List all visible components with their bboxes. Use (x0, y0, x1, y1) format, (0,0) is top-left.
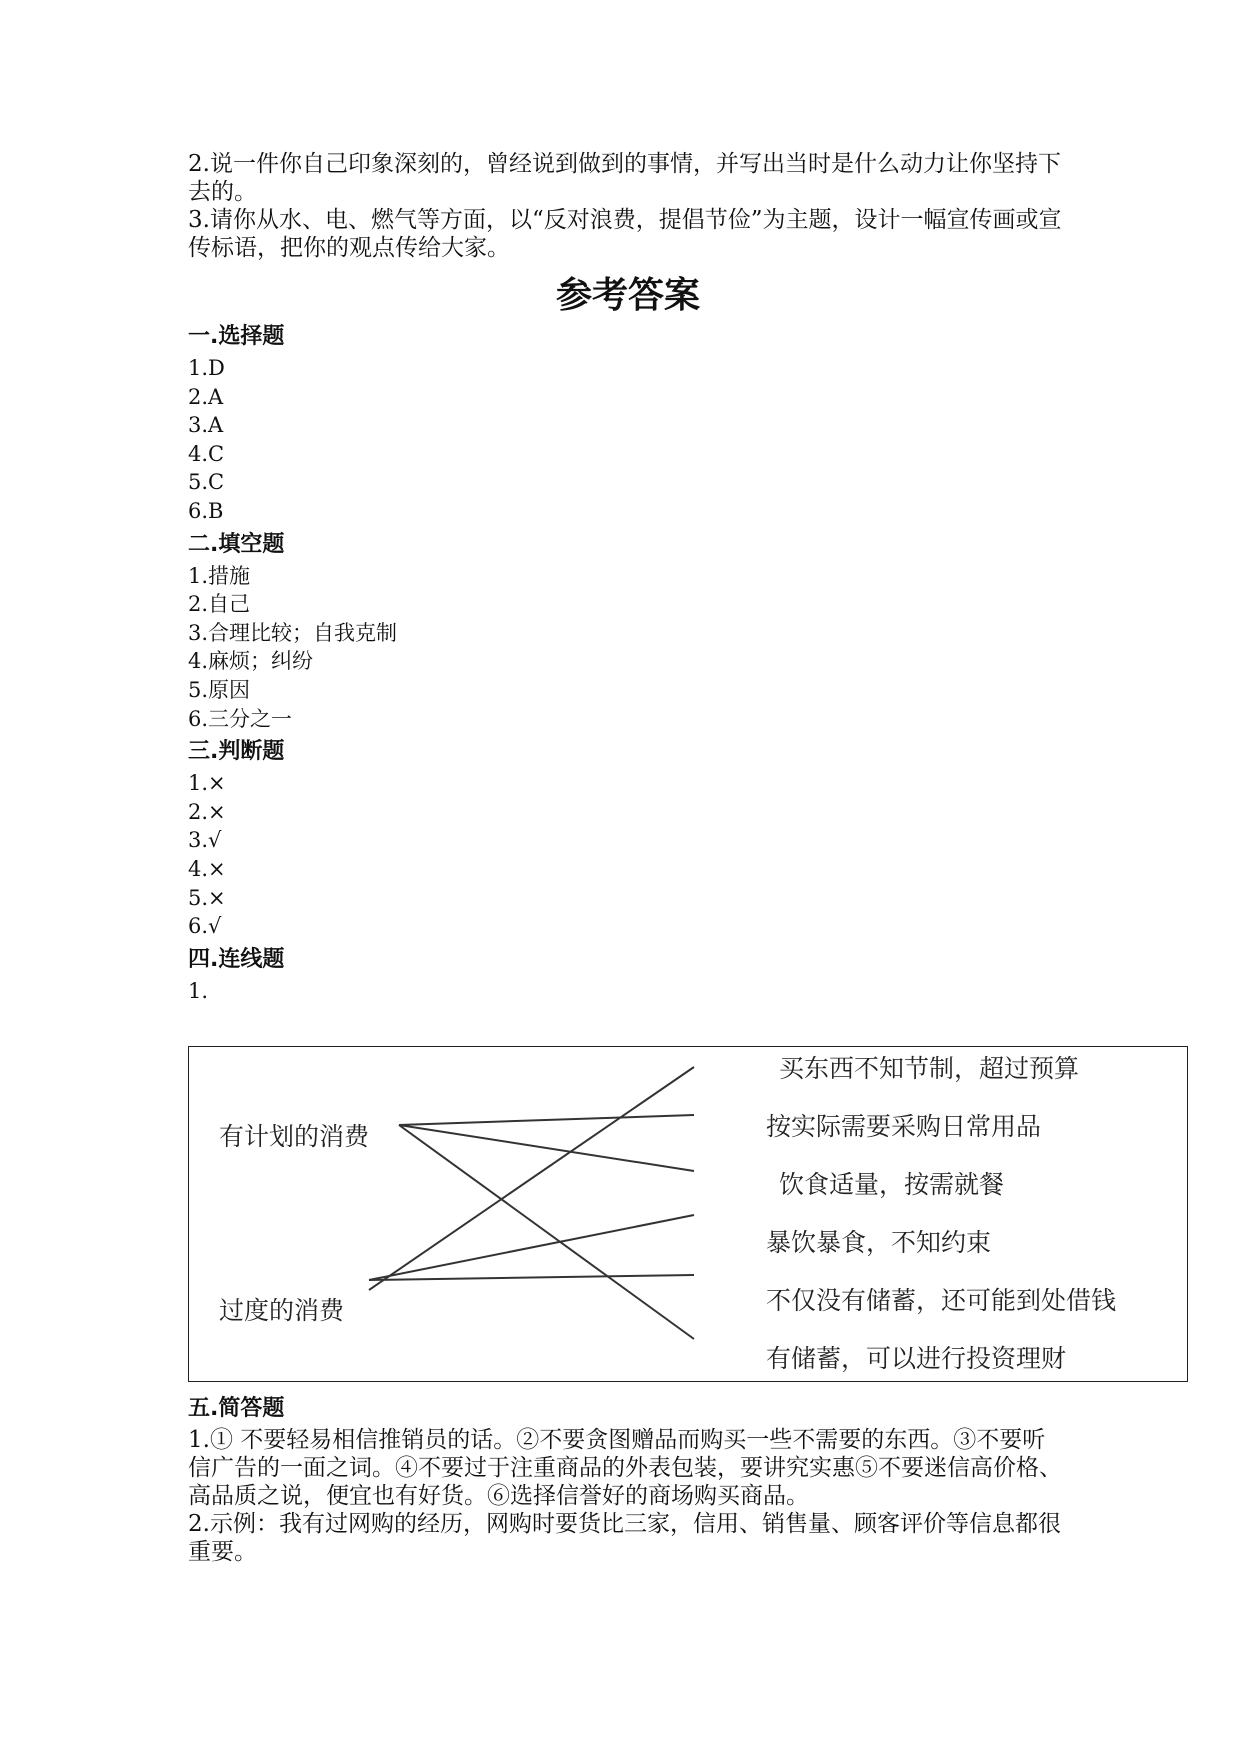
section-heading-judge: 三.判断题 (188, 739, 285, 765)
right-item-1: 买东西不知节制，超过预算 (779, 1054, 1080, 1083)
judge-answer-5: 5.× (188, 885, 226, 910)
judge-answer-1: 1.× (188, 771, 226, 796)
judge-answer-2: 2.× (188, 799, 226, 824)
section-heading-choice: 一.选择题 (188, 324, 285, 349)
section-heading-match: 四.连线题 (188, 946, 285, 972)
match-line-1 (399, 1115, 694, 1125)
question-2: 2.说一件你自己印象深刻的，曾经说到做到的事情，并写出当时是什么动力让你坚持下去的。 (188, 151, 1061, 205)
choice-answer-1: 1.D (188, 356, 225, 380)
matching-diagram (188, 1046, 1188, 1382)
fill-answer-5: 5.原因 (188, 677, 251, 702)
document-page (188, 150, 1068, 1005)
fill-answer-1: 1.措施 (188, 563, 251, 588)
match-line-5 (369, 1215, 694, 1280)
choice-answer-4: 4.C (188, 441, 225, 466)
matching-lines (189, 1047, 1189, 1383)
judge-answer-4: 4.× (188, 856, 226, 881)
match-item-label: 1. (188, 978, 209, 1003)
right-item-5: 不仅没有储蓄，还可能到处借钱 (766, 1286, 1117, 1315)
section-heading-short: 五.简答题 (188, 1396, 285, 1421)
judge-answer-3: 3.√ (188, 828, 222, 853)
left-item-planned: 有计划的消费 (219, 1122, 370, 1151)
match-line-6 (369, 1275, 694, 1280)
choice-answer-5: 5.C (188, 470, 225, 495)
judge-answer-6: 6.√ (188, 914, 222, 939)
short-answer-section (188, 1390, 1068, 1566)
fill-answer-3: 3.合理比较；自我克制 (188, 620, 398, 645)
short-answer-1: 1.① 不要轻易相信推销员的话。②不要贪图赠品而购买一些不需要的东西。③不要听信广告的一面之词。④不要过于注重商品的外表包装，要讲究实惠⑤不要迷信高价格、高品质之说，便宜也有好货。⑥选择信誉好的商场购买商品。 (188, 1427, 1062, 1509)
section-heading-fill: 二.填空题 (188, 531, 285, 557)
choice-answer-3: 3.A (188, 413, 224, 438)
choice-answer-2: 2.A (188, 384, 224, 409)
match-line-2 (399, 1125, 694, 1171)
choice-answer-6: 6.B (188, 498, 224, 523)
right-item-6: 有储蓄，可以进行投资理财 (766, 1344, 1067, 1373)
match-line-3 (399, 1125, 694, 1339)
question-3: 3.请你从水、电、燃气等方面，以“反对浪费，提倡节俭”为主题，设计一幅宣传画或宣传标语，把你的观点传给大家。 (188, 207, 1062, 261)
right-item-4: 暴饮暴食，不知约束 (766, 1228, 992, 1257)
right-item-3: 饮食适量，按需就餐 (779, 1170, 1005, 1199)
fill-answer-6: 6.三分之一 (188, 706, 293, 731)
match-line-4 (369, 1067, 694, 1290)
left-item-excessive: 过度的消费 (219, 1296, 345, 1325)
short-answer-2: 2.示例：我有过网购的经历，网购时要货比三家，信用、销售量、顾客评价等信息都很重要。 (188, 1511, 1061, 1565)
fill-answer-2: 2.自己 (188, 592, 251, 617)
answer-title: 参考答案 (555, 274, 700, 316)
right-item-2: 按实际需要采购日常用品 (766, 1112, 1042, 1141)
fill-answer-4: 4.麻烦；纠纷 (188, 649, 314, 674)
